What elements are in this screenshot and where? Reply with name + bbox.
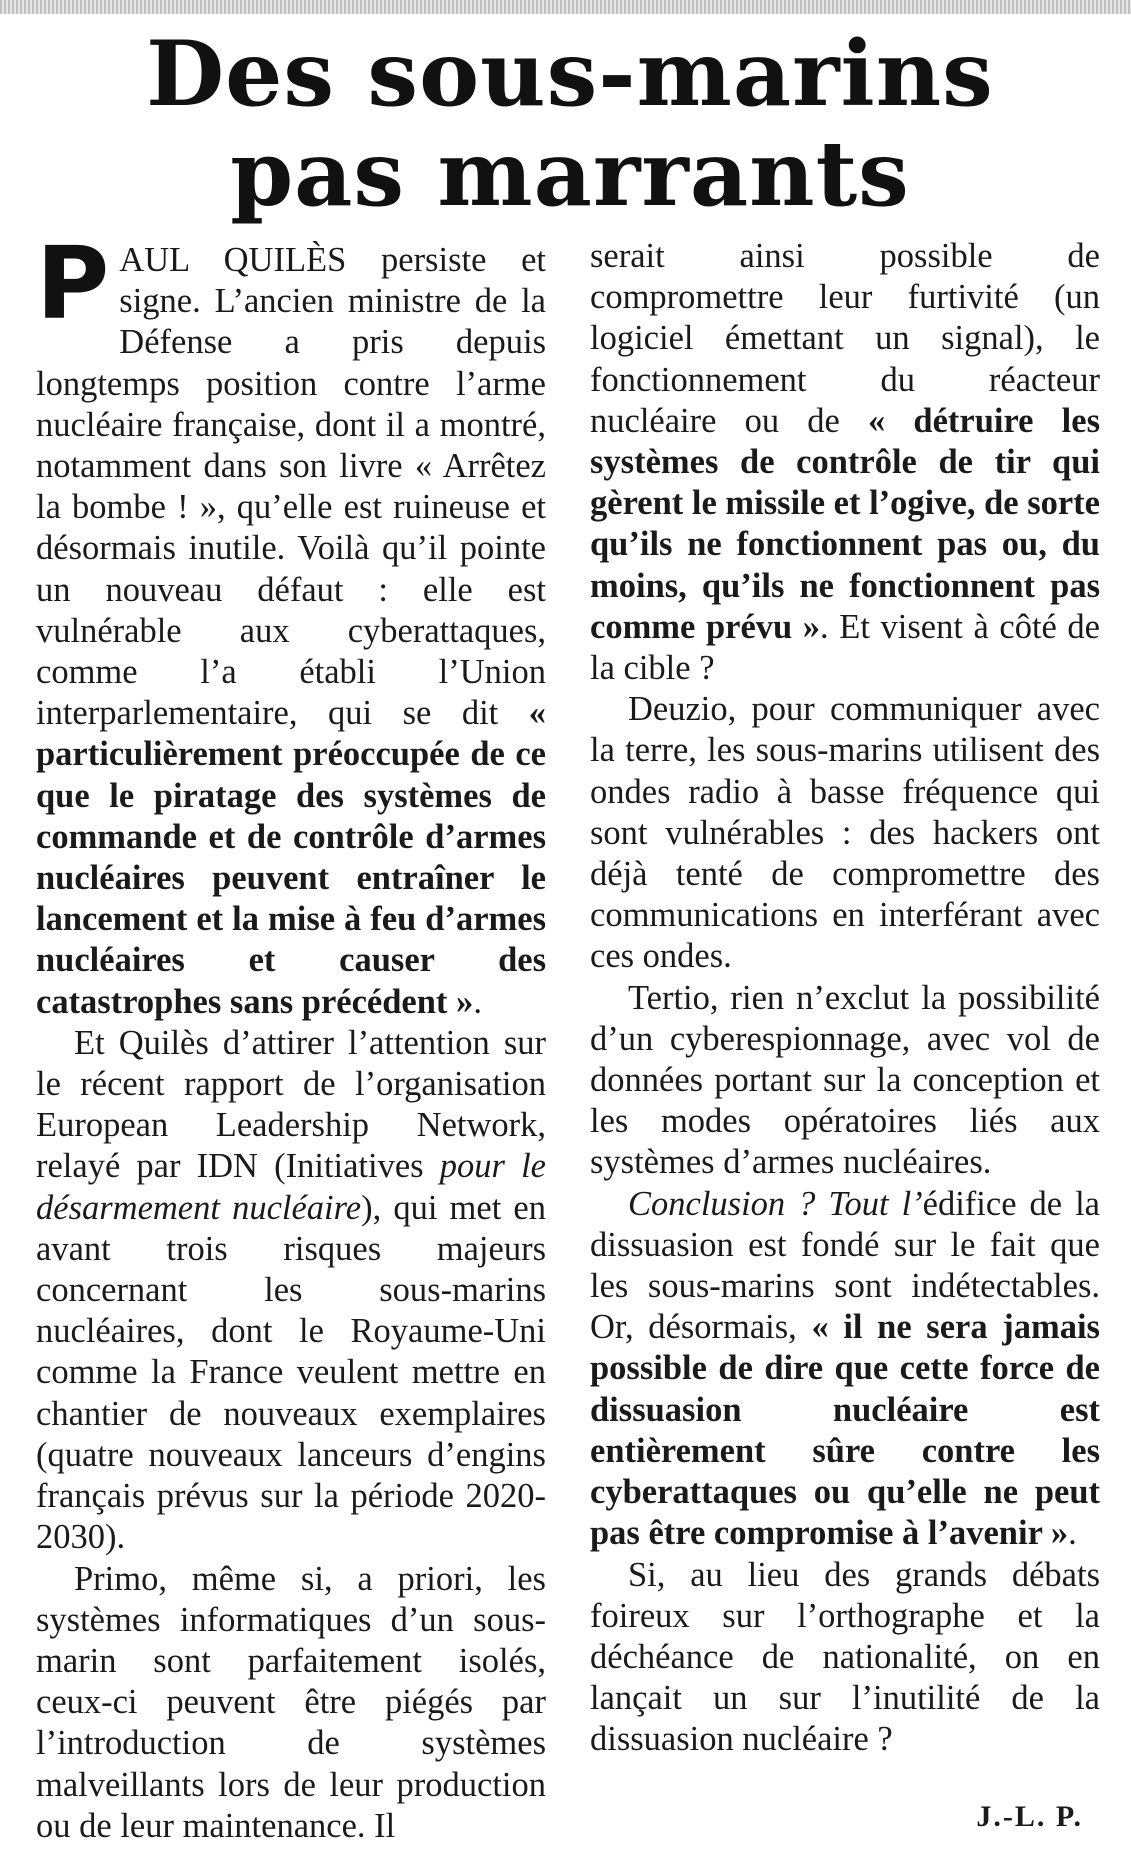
bold-quote: « détruire les systèmes de contrôle de tir qui gèrent le missile et l’ogive, de sorte qu’ils ne fonctionnent pas ou, du moins, qu’ils ne fonctionnent pas comme prévu » xyxy=(590,401,1100,646)
paragraph-text: AUL QUILÈS persiste et signe. L’ancien ministre de la Défense a pris depuis longtemps position contre l’arme nucléaire française, dont il a montré, notamment dans son livre « Arrêtez la bombe ! », qu’elle est ruineuse et désormais inutile. Voilà qu’il pointe un nouveau défaut : elle est vulnérable aux cyberattaques, comme l’a établi l’Union interparlementaire, qui se dit xyxy=(36,241,546,733)
paragraph xyxy=(590,1184,1100,1555)
headline-line-1: Des sous-marins xyxy=(146,21,994,127)
paragraph-text: édifice de la dissuasion est fondé sur le fait que les sous-marins sont indétectables. Or, désormais, xyxy=(590,1184,1100,1347)
paragraph-text: . Et visent à côté de la cible ? xyxy=(590,607,1100,688)
paragraph-text: ), qui met en avant trois risques majeurs concernant les sous-marins nucléaires, dont le Royaume-Uni comme la France veulent mettre en chantier de nouveaux exemplaires (quatre nouveaux lanceurs d’engins français prévus sur la période 2020-2030). xyxy=(36,1188,546,1557)
paragraph-text: . xyxy=(473,982,482,1021)
paragraph-text: Et Quilès d’attirer l’attention sur le récent rapport de l’organisation European Leadership Network, relayé par IDN (Initiatives xyxy=(36,1023,546,1186)
paragraph-text: serait ainsi possible de compromettre leur furtivité (un logiciel émettant un signal), le fonctionnement du réacteur nucléaire ou de xyxy=(590,237,1100,440)
paragraph xyxy=(590,1555,1100,1761)
paragraph xyxy=(590,236,1100,689)
paragraph-text: . xyxy=(1068,1514,1077,1553)
headline xyxy=(40,21,1100,227)
paragraph xyxy=(590,689,1100,977)
drop-cap: P xyxy=(36,225,110,342)
paragraph-text: Si, au lieu des grands débats foireux sur l’orthographe et la déchéance de nationalité, on en lançait un sur l’inutilité de la dissuasion nucléaire ? xyxy=(590,1555,1100,1759)
paragraph xyxy=(36,1559,546,1847)
italic-text: pour le désarmement nucléaire xyxy=(36,1147,546,1227)
paragraph-text: Primo, même si, a priori, les systèmes informatiques d’un sous-marin sont parfaitement isolés, ceux-ci peuvent être piégés par l’introduction de systèmes malveillants lors de leur production ou de leur maintenance. Il xyxy=(36,1559,546,1845)
right-column xyxy=(590,236,1100,1761)
bold-quote: « il ne sera jamais possible de dire que cette force de dissuasion nucléaire est entièrement sûre contre les cyberattaques ou qu’elle ne peut pas être compromise à l’avenir » xyxy=(590,1308,1100,1553)
headline-line-2: pas marrants xyxy=(230,121,910,227)
paragraph xyxy=(590,978,1100,1184)
left-column xyxy=(36,225,546,1847)
paragraph xyxy=(36,225,546,1023)
paragraph-text: Tertio, rien n’exclut la possibilité d’un cyberespionnage, avec vol de données portant sur la conception et les modes opératoires liés aux systèmes d’armes nucléaires. xyxy=(590,978,1100,1182)
bold-quote: « particulièrement préoccupée de ce que le piratage des systèmes de commande et de contrôle d’armes nucléaires peuvent entraîner le lancement et la mise à feu d’armes nucléaires et causer des catastrophes sans précédent » xyxy=(36,694,546,1021)
paragraph-text: Deuzio, pour communiquer avec la terre, les sous-marins utilisent des ondes radio à basse fréquence qui sont vulnérables : des hackers ont déjà tenté de compromettre des communications en interférant avec ces ondes. xyxy=(590,690,1100,976)
author-signature: J.-L. P. xyxy=(976,1800,1083,1833)
paragraph xyxy=(36,1023,546,1559)
italic-text: Conclusion ? Tout l’ xyxy=(628,1184,923,1223)
page-top-edge xyxy=(0,0,1131,14)
